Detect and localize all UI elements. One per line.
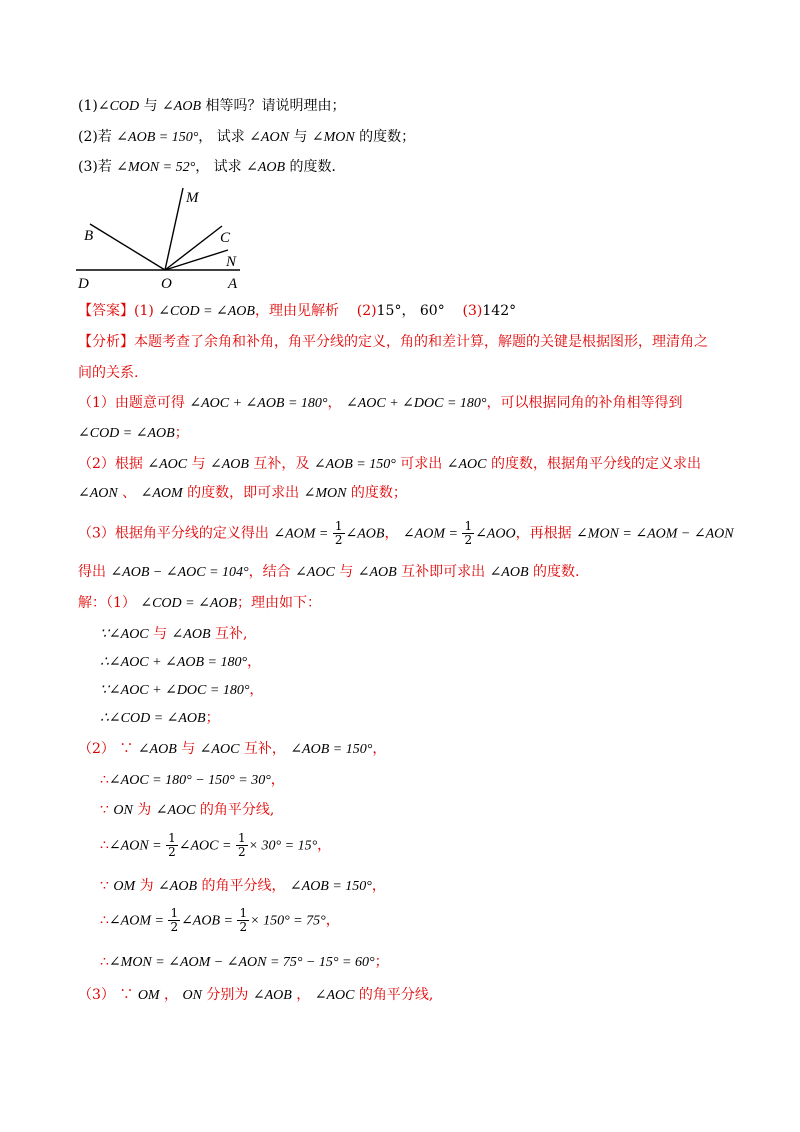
fraction-half: $\frac{1}{2}$ — [334, 519, 343, 547]
label-a: A — [228, 276, 238, 292]
label-o: O — [161, 276, 172, 292]
fraction-half: $\frac{1}{2}$ — [170, 906, 179, 934]
analysis-line-1: 【分析】本题考查了余角和补角，角平分线的定义，角的和差计算，解题的关键是根据图形，理清角之 — [78, 334, 708, 350]
question-1: (1)∠COD 与 ∠AOB 相等吗？请说明理由； — [78, 98, 346, 114]
solution-1-step-4: ∴∠COD = ∠AOB； — [100, 710, 220, 726]
hint-2-line-2: ∠AON 、 ∠AOM 的度数，即可求出 ∠MON 的度数； — [78, 485, 407, 501]
solution-1-step-1: ∵∠AOC 与 ∠AOB 互补, — [100, 626, 248, 642]
solution-1-step-2: ∴∠AOC + ∠AOB = 180°， — [100, 654, 262, 670]
solution-2-step-3: ∵ ON 为 ∠AOC 的角平分线, — [100, 802, 275, 818]
label-m: M — [186, 190, 199, 206]
fraction-half: $\frac{1}{2}$ — [237, 831, 246, 859]
hint-1-line-2: ∠COD = ∠AOB； — [78, 425, 189, 441]
angle-figure — [70, 182, 260, 292]
label-c: C — [220, 230, 231, 246]
solution-2-step-2: ∴∠AOC = 180° − 150° = 30°， — [100, 772, 285, 788]
label-b: B — [84, 228, 94, 244]
solution-2-step-6: ∴∠AOM = $\frac{1}{2}$ ∠AOB = $\frac{1}{2}$ × 150° = 75°， — [100, 906, 340, 934]
solution-3-step-1: （3） ∵ OM ， ON 分别为 ∠AOB ， ∠AOC 的角平分线, — [78, 987, 434, 1003]
hint-3-line-1: （3）根据角平分线的定义得出 ∠AOM = $\frac{1}{2}$ ∠AOB， ∠AOM = $\frac{1}{2}$ ∠AOO，再根据 ∠MON = ∠AOM − ∠AON — [78, 519, 734, 547]
label-n: N — [226, 254, 237, 270]
label-d: D — [78, 276, 89, 292]
hint-3-line-2: 得出 ∠AOB − ∠AOC = 104°，结合 ∠AOC 与 ∠AOB 互补即可求出 ∠AOB 的度数. — [78, 564, 580, 580]
question-2: (2)若 ∠AOB = 150°， 试求 ∠AON 与 ∠MON 的度数； — [78, 129, 416, 145]
solution-1-step-3: ∵∠AOC + ∠DOC = 180°， — [100, 682, 264, 698]
solution-2-step-1: （2） ∵ ∠AOB 与 ∠AOC 互补， ∠AOB = 150°， — [78, 741, 387, 757]
question-3: (3)若 ∠MON = 52°， 试求 ∠AOB 的度数． — [78, 159, 346, 175]
fraction-half: $\frac{1}{2}$ — [464, 519, 473, 547]
hint-1-line-1: （1）由题意可得 ∠AOC + ∠AOB = 180°， ∠AOC + ∠DOC = 180°，可以根据同角的补角相等得到 — [78, 395, 683, 411]
solution-2-step-5: ∵ OM 为 ∠AOB 的角平分线， ∠AOB = 150°， — [100, 878, 386, 894]
hint-2-line-1: （2）根据 ∠AOC 与 ∠AOB 互补，及 ∠AOB = 150° 可求出 ∠AOC 的度数，根据角平分线的定义求出 — [78, 456, 701, 472]
analysis-line-2: 间的关系. — [78, 365, 139, 381]
fraction-half: $\frac{1}{2}$ — [168, 831, 176, 859]
solution-2-step-4: ∴∠AON = $\frac{1}{2}$ ∠AOC = $\frac{1}{2}$ × 30° = 15°， — [100, 831, 332, 859]
ray-on — [165, 250, 228, 270]
answer-line: 【答案】(1) ∠COD = ∠AOB，理由见解析 (2)15°， 60° (3)142° — [78, 303, 517, 319]
ray-ob — [90, 224, 165, 270]
solution-1-intro: 解：（1） ∠COD = ∠AOB；理由如下： — [78, 595, 322, 611]
fraction-half: $\frac{1}{2}$ — [239, 906, 248, 934]
solution-2-step-7: ∴∠MON = ∠AOM − ∠AON = 75° − 15° = 60°； — [100, 954, 389, 970]
